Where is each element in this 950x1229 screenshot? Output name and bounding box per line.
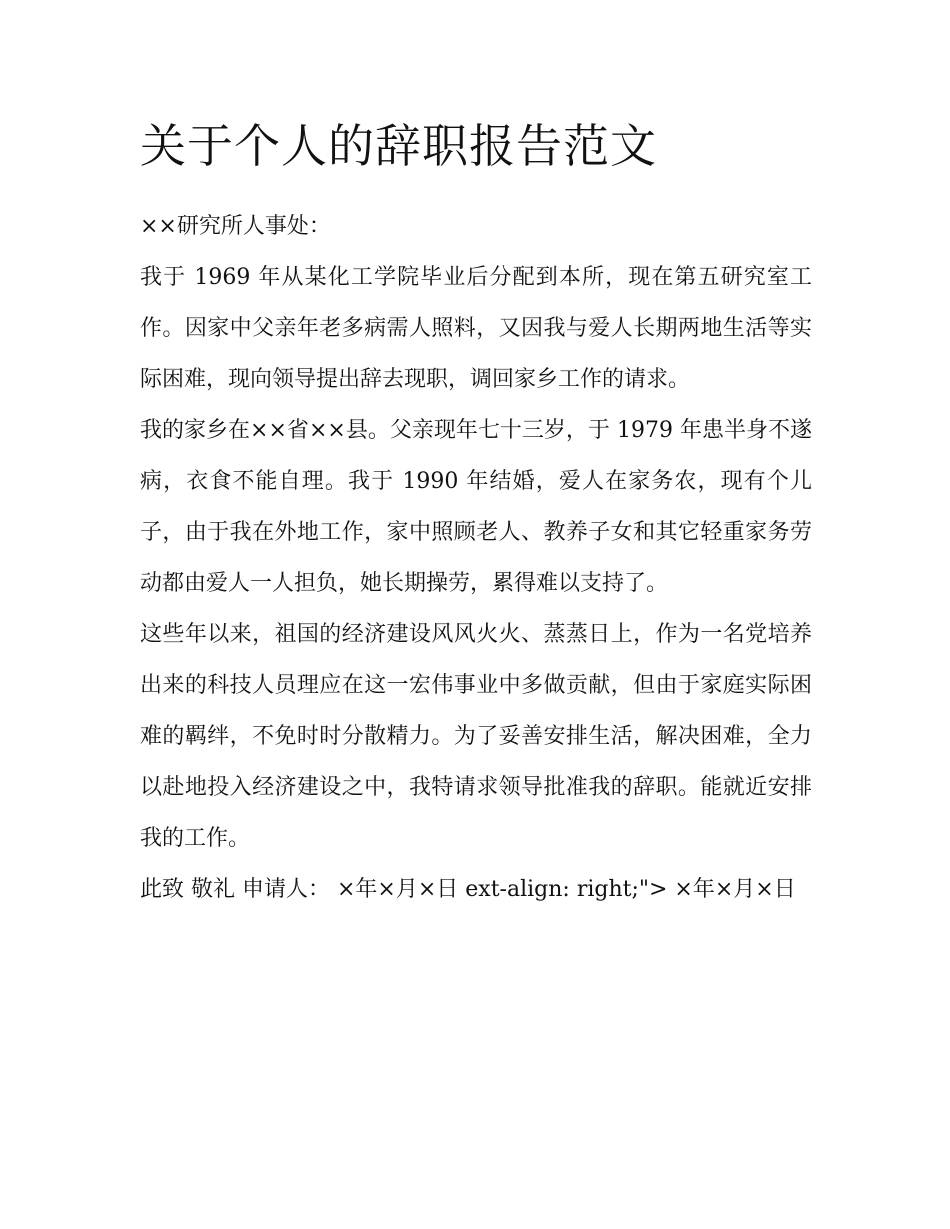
- document-title: 关于个人的辞职报告范文: [140, 119, 657, 173]
- paragraph-3: 这些年以来，祖国的经济建设风风火火、蒸蒸日上，作为一名党培养出来的科技人员理应在这一宏伟事业中多做贡献，但由于家庭实际困难的羁绊，不免时时分散精力。为了妥善安排生活，解决困难，全力以赴地投入经济建设之中，我特请求领导批准我的辞职。能就近安排我的工作。: [140, 622, 812, 851]
- salutation: ××研究所人事处：: [140, 214, 331, 239]
- closing-line: 此致 敬礼 申请人： ×年×月×日 ext-align: right;"> ×年×月×日: [140, 877, 796, 902]
- document-body: [140, 115, 812, 915]
- paragraph-2: 我的家乡在××省××县。父亲现年七十三岁，于 1979 年患半身不遂病，衣食不能自理。我于 1990 年结婚，爱人在家务农，现有个儿子，由于我在外地工作，家中照顾老人、教养子女和其它轻重家务劳动都由爱人一人担负，她长期操劳，累得难以支持了。: [140, 418, 812, 596]
- paragraph-1: 我于 1969 年从某化工学院毕业后分配到本所，现在第五研究室工作。因家中父亲年老多病需人照料，又因我与爱人长期两地生活等实际困难，现向领导提出辞去现职，调回家乡工作的请求。: [140, 265, 812, 392]
